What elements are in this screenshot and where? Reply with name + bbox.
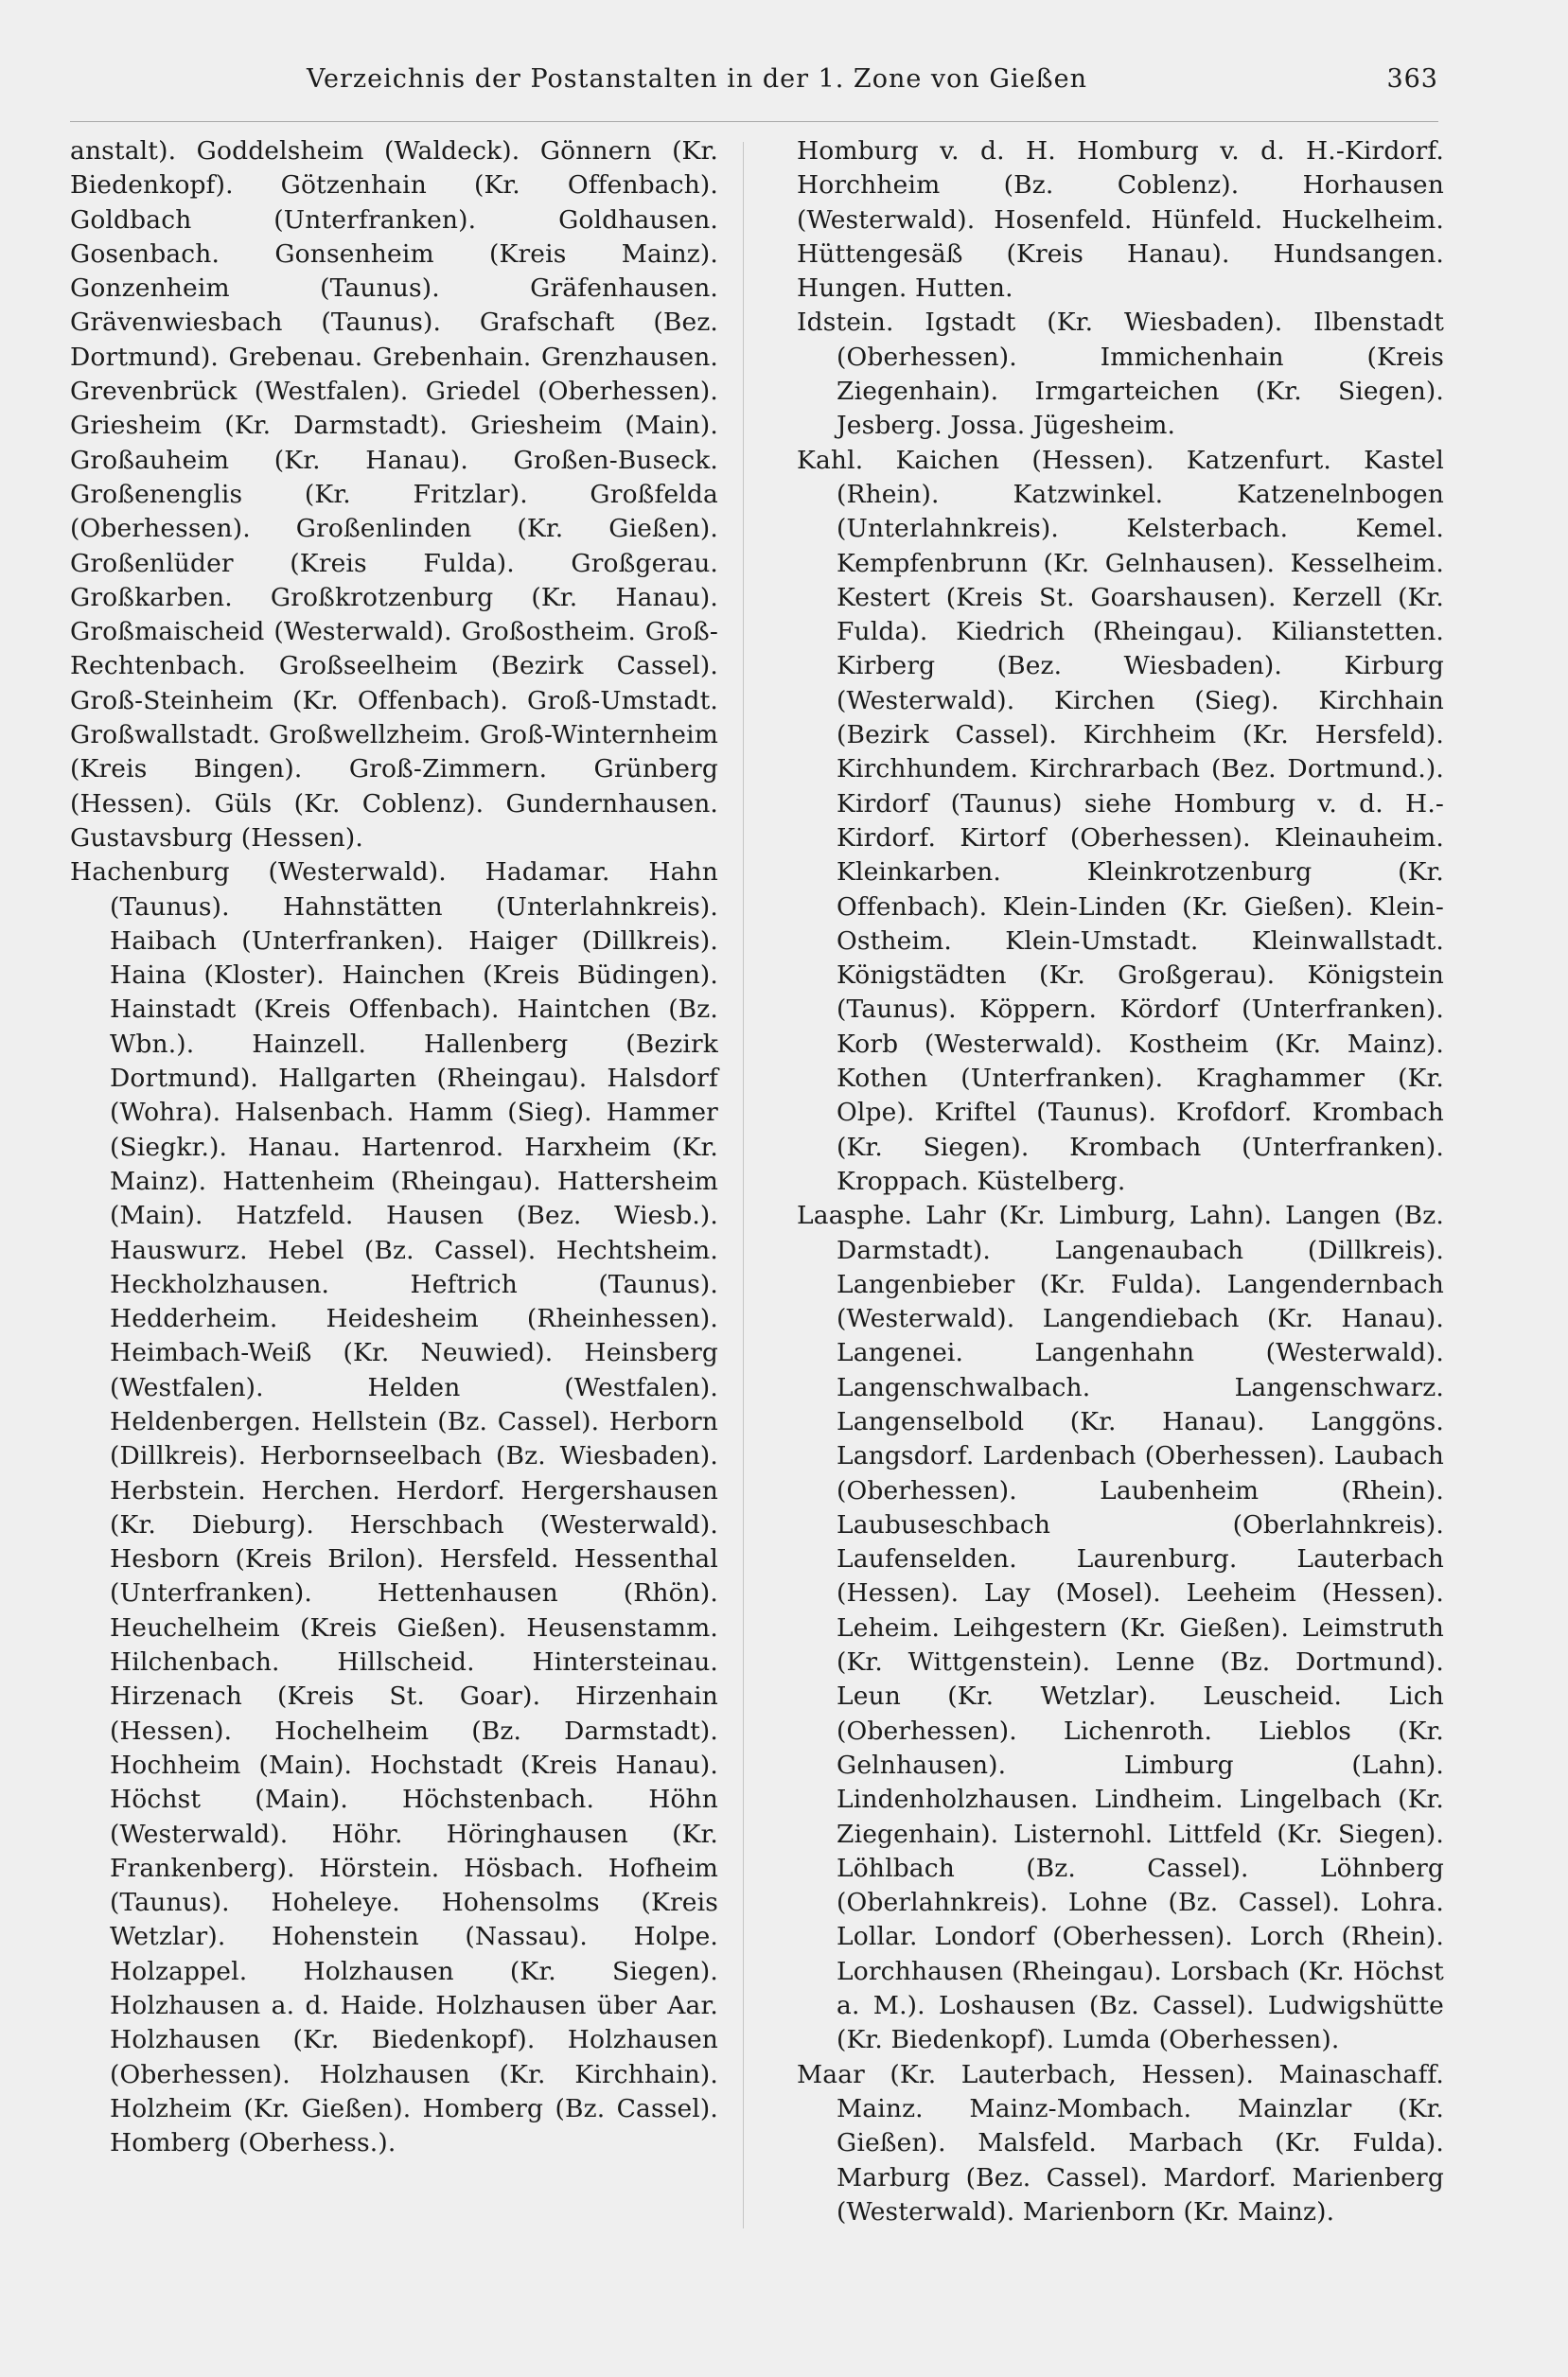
page-title: Verzeichnis der Postanstalten in der 1. Zone von Gießen [307, 64, 1087, 94]
paragraph-h: Hachenburg (Westerwald). Hadamar. Hahn (Taunus). Hahnstätten (Unterlahnkreis). Haibach (Unterfranken). Haiger (Dillkreis). Haina (Kloster). Hainchen (Kreis Büdingen). Hainstadt (Kreis Offenbach). Haintchen (Bz. Wbn.). Hainzell. Hallenberg (Bezirk Dortmund). Hallgarten (Rheingau). Halsdorf (Wohra). Halsenbach. Hamm (Sieg). Hammer (Siegkr.). Hanau. Hartenrod. Harxheim (Kr. Mainz). Hattenheim (Rheingau). Hattersheim (Main). Hatzfeld. Hausen (Bez. Wiesb.). Hauswurz. Hebel (Bz. Cassel). Hechtsheim. Heckholzhausen. Heftrich (Taunus). Hedderheim. Heidesheim (Rheinhessen). Heimbach-Weiß (Kr. Neuwied). Heinsberg (Westfalen). Helden (Westfalen). Heldenbergen. Hellstein (Bz. Cassel). Herborn (Dillkreis). Herbornseelbach (Bz. Wiesbaden). Herbstein. Herchen. Herdorf. Hergershausen (Kr. Dieburg). Herschbach (Westerwald). Hesborn (Kreis Brilon). Hersfeld. Hessenthal (Unterfranken). Hettenhausen (Rhön). Heuchelheim (Kreis Gießen). Heusenstamm. Hilchenbach. Hillscheid. Hintersteinau. Hirzenach (Kreis St. Goar). Hirzenhain (Hessen). Hochelheim (Bz. Darmstadt). Hochheim (Main). Hochstadt (Kreis Hanau). Höchst (Main). Höchstenbach. Höhn (Westerwald). Höhr. Höringhausen (Kr. Frankenberg). Hörstein. Hösbach. Hofheim (Taunus). Hoheleye. Hohensolms (Kreis Wetzlar). Hohenstein (Nassau). Holpe. Holzappel. Holzhausen (Kr. Siegen). Holzhausen a. d. Haide. Holzhausen über Aar. Holzhausen (Kr. Biedenkopf). Holzhausen (Oberhessen). Holzhausen (Kr. Kirchhain). Holzheim (Kr. Gießen). Homberg (Bz. Cassel). Homberg (Oberhess.). [70, 857, 718, 2158]
left-column [70, 134, 718, 2161]
running-header [70, 64, 1438, 106]
page-number: 363 [1386, 64, 1438, 94]
paragraph-l: Laasphe. Lahr (Kr. Limburg, Lahn). Langen (Bz. Darmstadt). Langenaubach (Dillkreis). Langenbieber (Kr. Fulda). Langendernbach (Westerwald). Langendiebach (Kr. Hanau). Langenei. Langenhahn (Westerwald). Langenschwalbach. Langenschwarz. Langenselbold (Kr. Hanau). Langgöns. Langsdorf. Lardenbach (Oberhessen). Laubach (Oberhessen). Laubenheim (Rhein). Laubuseschbach (Oberlahnkreis). Laufenselden. Laurenburg. Lauterbach (Hessen). Lay (Mosel). Leeheim (Hessen). Leheim. Leihgestern (Kr. Gießen). Leimstruth (Kr. Wittgenstein). Lenne (Bz. Dortmund). Leun (Kr. Wetzlar). Leuscheid. Lich (Oberhessen). Lichenroth. Lieblos (Kr. Gelnhausen). Limburg (Lahn). Lindenholzhausen. Lindheim. Lingelbach (Kr. Ziegenhain). Listernohl. Littfeld (Kr. Siegen). Löhlbach (Bz. Cassel). Löhnberg (Oberlahnkreis). Lohne (Bz. Cassel). Lohra. Lollar. Londorf (Oberhessen). Lorch (Rhein). Lorchhausen (Rheingau). Lorsbach (Kr. Höchst a. M.). Loshausen (Bz. Cassel). Ludwigshütte (Kr. Biedenkopf). Lumda (Oberhessen). [797, 1201, 1444, 2055]
column-divider [743, 142, 744, 2228]
right-column [797, 134, 1444, 2229]
paragraph-i-j: Idstein. Igstadt (Kr. Wiesbaden). Ilbenstadt (Oberhessen). Immichenhain (Kreis Ziegenhain). Irmgarteichen (Kr. Siegen). Jesberg. Jossa. Jügesheim. [797, 308, 1444, 441]
paragraph-m: Maar (Kr. Lauterbach, Hessen). Mainaschaff. Mainz. Mainz-Mombach. Mainzlar (Kr. Gießen). Malsfeld. Marbach (Kr. Fulda). Marburg (Bez. Cassel). Mardorf. Marienberg (Westerwald). Marienborn (Kr. Mainz). [797, 2059, 1444, 2227]
paragraph-g-continued: anstalt). Goddelsheim (Waldeck). Gönnern (Kr. Biedenkopf). Götzenhain (Kr. Offenbach). Goldbach (Unterfranken). Goldhausen. Gosenbach. Gonsenheim (Kreis Mainz). Gonzenheim (Taunus). Gräfenhausen. Grävenwiesbach (Taunus). Grafschaft (Bez. Dortmund). Grebenau. Grebenhain. Grenzhausen. Grevenbrück (Westfalen). Griedel (Oberhessen). Griesheim (Kr. Darmstadt). Griesheim (Main). Großauheim (Kr. Hanau). Großen-Buseck. Großenenglis (Kr. Fritzlar). Großfelda (Oberhessen). Großenlinden (Kr. Gießen). Großenlüder (Kreis Fulda). Großgerau. Großkarben. Großkrotzenburg (Kr. Hanau). Großmaischeid (Westerwald). Großostheim. Groß-Rechtenbach. Großseelheim (Bezirk Cassel). Groß-Steinheim (Kr. Offenbach). Groß-Umstadt. Großwallstadt. Großwellzheim. Groß-Winternheim (Kreis Bingen). Groß-Zimmern. Grünberg (Hessen). Güls (Kr. Coblenz). Gundernhausen. Gustavsburg (Hessen). [70, 136, 718, 853]
paragraph-k: Kahl. Kaichen (Hessen). Katzenfurt. Kastel (Rhein). Katzwinkel. Katzenelnbogen (Unterlahnkreis). Kelsterbach. Kemel. Kempfenbrunn (Kr. Gelnhausen). Kesselheim. Kestert (Kreis St. Goarshausen). Kerzell (Kr. Fulda). Kiedrich (Rheingau). Kilianstetten. Kirberg (Bez. Wiesbaden). Kirburg (Westerwald). Kirchen (Sieg). Kirchhain (Bezirk Cassel). Kirchheim (Kr. Hersfeld). Kirchhundem. Kirchrarbach (Bez. Dortmund.). Kirdorf (Taunus) siehe Homburg v. d. H.-Kirdorf. Kirtorf (Oberhessen). Kleinauheim. Kleinkarben. Kleinkrotzenburg (Kr. Offenbach). Klein-Linden (Kr. Gießen). Klein-Ostheim. Klein-Umstadt. Kleinwallstadt. Königstädten (Kr. Großgerau). Königstein (Taunus). Köppern. Kördorf (Unterfranken). Korb (Westerwald). Kostheim (Kr. Mainz). Kothen (Unterfranken). Kraghammer (Kr. Olpe). Kriftel (Taunus). Krofdorf. Krombach (Kr. Siegen). Krombach (Unterfranken). Kroppach. Küstelberg. [797, 445, 1444, 1196]
header-rule [70, 121, 1438, 122]
paragraph-h-continued: Homburg v. d. H. Homburg v. d. H.-Kirdorf. Horchheim (Bz. Coblenz). Horhausen (Westerwald). Hosenfeld. Hünfeld. Huckelheim. Hüttengesäß (Kreis Hanau). Hundsangen. Hungen. Hutten. [797, 136, 1444, 304]
